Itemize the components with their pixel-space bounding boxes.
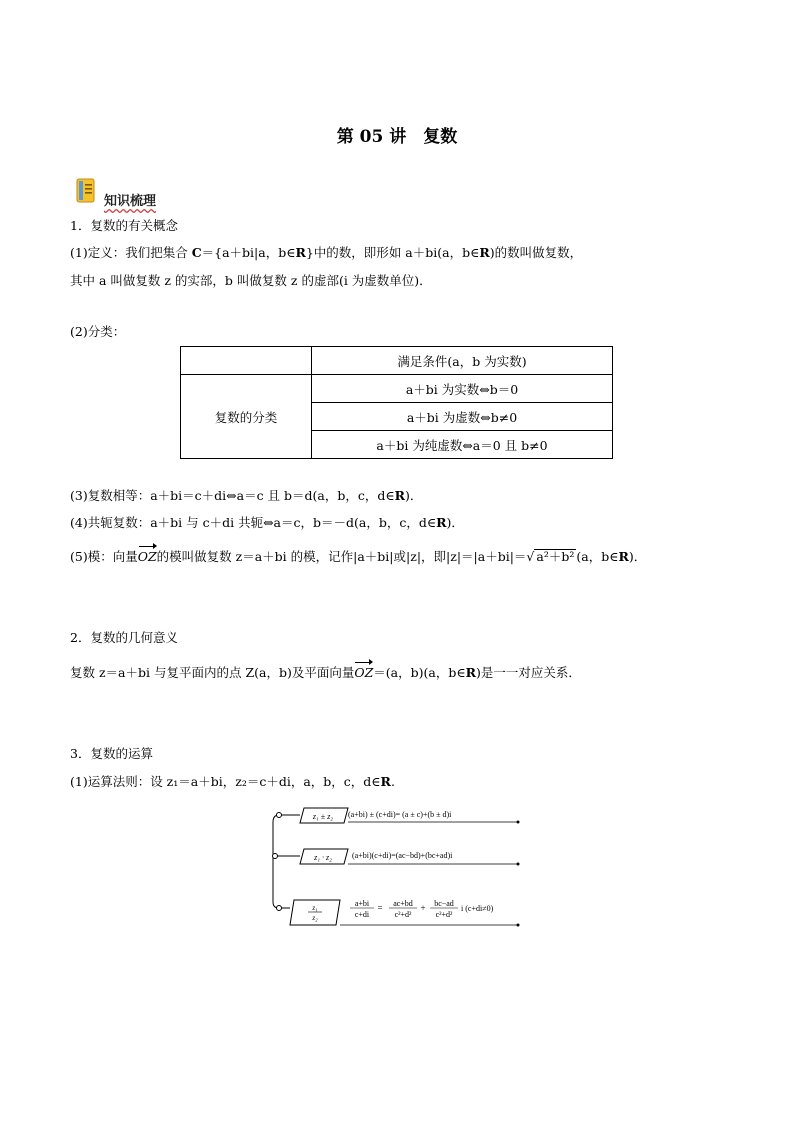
- modulus: (5)模：向量OZ的模叫做复数 z＝a＋bi 的模，记作|a＋bi|或|z|，即|z|＝|a＋bi|＝√ a²＋b² (a，b∈R)．: [70, 549, 647, 564]
- formula-quotient-tail: i (c+di≠0): [461, 904, 494, 913]
- s1-heading: 1．复数的有关概念: [70, 218, 178, 233]
- bracket: [273, 815, 279, 908]
- table-cell: a＋bi 为实数⇔b＝0: [312, 375, 613, 403]
- notebook-icon: [76, 178, 97, 204]
- table-row: [181, 347, 613, 375]
- svg-text:c+di: c+di: [354, 910, 370, 919]
- section-label: 知识梳理: [104, 194, 157, 209]
- geometric-meaning: 复数 z＝a＋bi 与复平面内的点 Z(a，b)及平面向量OZ＝(a，b)(a，b∈R)是一一对应关系．: [70, 665, 581, 680]
- complex-equality: (3)复数相等：a＋bi＝c＋di⇔a＝c 且 b＝d(a，b，c，d∈R)．: [70, 488, 423, 503]
- s2-heading: 2．复数的几何意义: [70, 630, 178, 645]
- svg-text:z₁: z₁: [312, 904, 318, 912]
- table-row-label: 复数的分类: [181, 375, 312, 459]
- vector-oz: OZ: [354, 665, 374, 680]
- branch-node: [277, 813, 282, 818]
- conjugate: (4)共轭复数：a＋bi 与 c＋di 共轭⇔a＝c，b＝－d(a，b，c，d∈R)．: [70, 515, 464, 530]
- svg-text:c²+d²: c²+d²: [394, 910, 412, 919]
- branch-node: [273, 854, 278, 859]
- table-header: 满足条件(a，b 为实数): [312, 347, 613, 375]
- box-sum-label: z₁ ± z₂: [312, 812, 334, 821]
- s1-classification-label: (2)分类：: [70, 324, 126, 339]
- formula-sum: (a+bi) ± (c+di)= (a ± c)+(b ± d)i: [348, 810, 452, 819]
- svg-text:=: =: [377, 903, 383, 913]
- table-cell: [181, 347, 312, 375]
- operation-rule: (1)运算法则：设 z₁＝a＋bi，z₂＝c＋di，a，b，c，d∈R.: [70, 774, 395, 789]
- s1-definition: (1)定义：我们把集合 C＝{a＋bi|a，b∈R}中的数，即形如 a＋bi(a，b∈R)的数叫做复数，: [70, 245, 583, 260]
- classification-table: [180, 346, 613, 459]
- svg-text:z₂: z₂: [312, 914, 318, 922]
- table-row: [181, 375, 613, 403]
- formula-product: (a+bi)(c+di)=(ac−bd)+(bc+ad)i: [352, 851, 453, 860]
- svg-text:bc−ad: bc−ad: [434, 899, 454, 908]
- page-title: 第 05 讲 复数: [336, 127, 458, 147]
- sqrt-expr: a²＋b²: [536, 549, 575, 564]
- table-cell: a＋bi 为纯虚数⇔a＝0 且 b≠0: [312, 431, 613, 459]
- svg-text:+: +: [420, 903, 426, 913]
- svg-text:a+bi: a+bi: [354, 899, 370, 908]
- operations-diagram: [270, 800, 530, 932]
- svg-text:c²+d²: c²+d²: [435, 910, 453, 919]
- svg-text:ac+bd: ac+bd: [393, 899, 413, 908]
- s3-heading: 3．复数的运算: [70, 746, 153, 761]
- table-cell: a＋bi 为虚数⇔b≠0: [312, 403, 613, 431]
- branch-node: [277, 906, 282, 911]
- box-product-label: z₁ · z₂: [314, 853, 332, 862]
- vector-oz: OZ: [137, 549, 157, 564]
- s1-definition-2: 其中 a 叫做复数 z 的实部，b 叫做复数 z 的虚部(i 为虚数单位)．: [70, 273, 432, 288]
